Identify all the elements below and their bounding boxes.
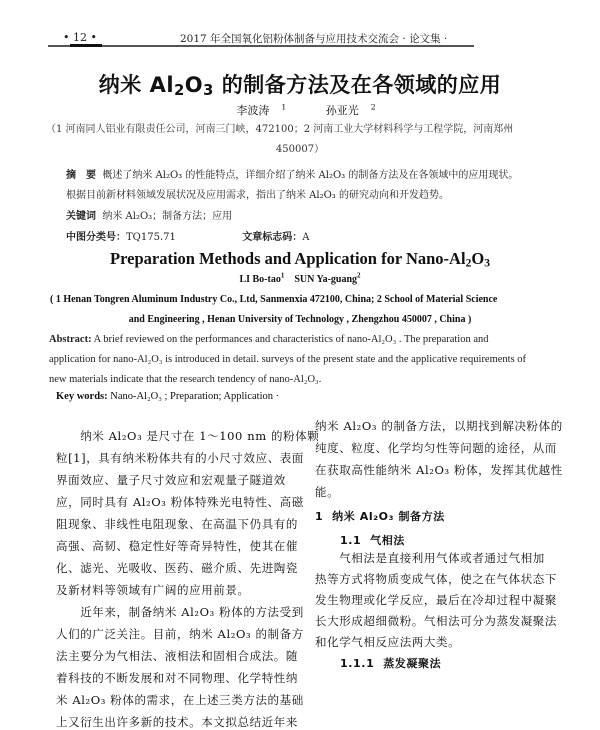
header-rule-accent [70,44,102,47]
body-line: 和化学气相反应法两大类。 [315,635,461,649]
body-line: 米 Al₂O₃ 粉体的需求，在上述三类方法的基础 [56,693,304,707]
title-en-sub: 2 [465,257,472,270]
abstract-cn-label: 摘 要 [66,170,96,181]
body-line: 纯度、粒度、化学均匀性等问题的途径，从而 [315,441,557,455]
author-sup: 2 [357,271,361,280]
section-heading-1 [315,508,445,524]
keywords-en-value: Nano-Al₂O₃ ; Preparation; Application · [110,391,280,402]
section-title: 蒸发凝聚法 [383,657,442,670]
title-en-sub: 3 [484,257,490,270]
keywords-cn [66,207,232,222]
body-line: 纳米 Al₂O₃ 是尺寸在 1～100 nm 的粉体颗 [56,429,320,443]
body-line: 人们的广泛关注。目前，纳米 Al₂O₃ 的制备方 [56,627,304,641]
section-number: 1 [315,510,324,523]
body-line: 阻现象、非线性电阻现象、在高温下仍具有的 [56,517,298,531]
keywords-cn-value: 纳米 Al₂O₃；制备方法；应用 [102,211,233,222]
body-line: 能。 [315,485,340,499]
abstract-en-line2: application for nano-Al₂O₃ is introduced in detail. surveys of the present state and the applicative requirements of [49,354,527,365]
section-heading-1-1-1 [340,655,441,671]
abstract-en-text: A brief reviewed on the performances and characteristics of nano-Al₂O₃ . The preparation and [93,334,489,345]
body-line: 长大形成超细微粉。气相法可分为蒸发凝聚法 [315,614,557,628]
affiliation-cn-line1: （1 河南同人铝业有限责任公司，河南三门峡，472100；2 河南工业大学材料科学与工程学院，河南郑州 [46,124,514,135]
author-name: 李波涛 [236,104,270,117]
abstract-en-line3: new materials indicate that the research tendency of nano-Al₂O₃. [49,374,322,385]
abstract-cn-text: 概述了纳米 Al₂O₃ 的性能特点，详细介绍了纳米 Al₂O₃ 的制备方法及在各领域中的应用现状。 [102,170,519,181]
section-title: 纳米 Al₂O₃ 制备方法 [332,510,445,523]
body-line: 高强、高韧、稳定性好等奇异特性，使其在催 [56,539,298,553]
doc-code-label: 文章标志码： [242,232,303,243]
author-en-name: LI Bo-tao [239,274,281,285]
body-line: 发生物理或化学反应，最后在冷却过程中凝聚 [315,593,557,607]
author-sup: 2 [370,102,376,112]
keywords-cn-label: 关键词 [66,211,96,222]
body-line: 法主要分为气相法、液相法和固相合成法。随 [56,649,298,663]
body-line: 应，同时具有 Al₂O₃ 粉体特殊光电特性、高磁 [56,495,304,509]
title-cn-sub: 3 [203,81,214,99]
body-line: 热等方式将物质变成气体，使之在气体状态下 [315,572,557,586]
affiliation-en-line1: ( 1 Henan Tongren Aluminum Industry Co., Ltd, Sanmenxia 472100, China; 2 School of Material Science [50,294,498,305]
running-title: 2017 年全国氧化铝粉体制备与应用技术交流会 · 论文集 · [180,33,448,45]
page-number: • 12 • [63,31,97,44]
title-en-part: O [471,249,485,268]
body-line: 化、滤光、光吸收、医药、磁介质、先进陶瓷 [56,561,298,575]
author-name: 孙亚光 [325,104,359,117]
clc-label: 中图分类号： [66,232,126,243]
affiliation-cn-line2: 450007） [275,144,325,155]
header-rule [48,45,474,47]
authors-cn [0,102,600,118]
author-cn [224,104,286,117]
author-en-name: SUN Ya-guang [294,274,358,285]
abstract-cn-line1 [66,166,518,181]
authors-en [0,271,600,285]
classification [66,228,309,243]
title-cn-part: 的制备方法及在各领域的应用 [213,73,502,97]
body-line: 气相法是直接利用气体或者通过气相加 [315,551,545,565]
doc-code-value: A [302,232,310,243]
clc-value: TQ175.71 [126,232,176,243]
body-line: 纳米 Al₂O₃ 的制备方法，以期找到解决粉体的 [315,419,563,433]
body-line: 粒[1]，具有纳米粉体共有的小尺寸效应、表面 [56,451,304,465]
abstract-en-label: Abstract: [49,334,92,345]
section-heading-1-1 [340,532,405,548]
section-number: 1.1.1 [340,657,375,670]
paper-title-cn [0,69,600,99]
keywords-en-label: Key words: [56,391,108,402]
abstract-en-line1 [49,334,489,345]
keywords-en [56,391,279,402]
affiliation-en-line2: and Engineering , Henan University of Technology , Zhengzhou 450007 , China ) [128,314,472,325]
body-line: 在获取高性能纳米 Al₂O₃ 粉体，发挥其优越性 [315,463,563,477]
title-cn-part: 纳米 Al [98,73,175,97]
body-line: 界面效应、量子尺寸效应和宏观量子隧道效 [56,473,286,487]
abstract-cn-line2: 根据目前新材料领域发展状况及应用需求，指出了纳米 Al₂O₃ 的研究动向和开发趋势。 [66,190,449,201]
paper-title-en [0,249,600,269]
title-cn-sub: 2 [174,81,185,99]
title-en-part: Preparation Methods and Application for Nano-Al [110,249,466,268]
author-cn [314,104,376,117]
title-cn-part: O [184,73,204,97]
author-sup: 1 [281,102,287,112]
section-number: 1.1 [340,534,362,547]
section-title: 气相法 [370,534,405,547]
body-line: 及新材料等领域有广阔的应用前景。 [56,583,250,597]
author-sup: 1 [280,271,285,280]
body-line: 近年来，制备纳米 Al₂O₃ 粉体的方法受到 [56,605,304,619]
body-line: 着科技的不断发展和对不同物理、化学特性纳 [56,671,298,685]
body-line: 上又衍生出许多新的技术。本文拟总结近年来 [56,715,298,729]
